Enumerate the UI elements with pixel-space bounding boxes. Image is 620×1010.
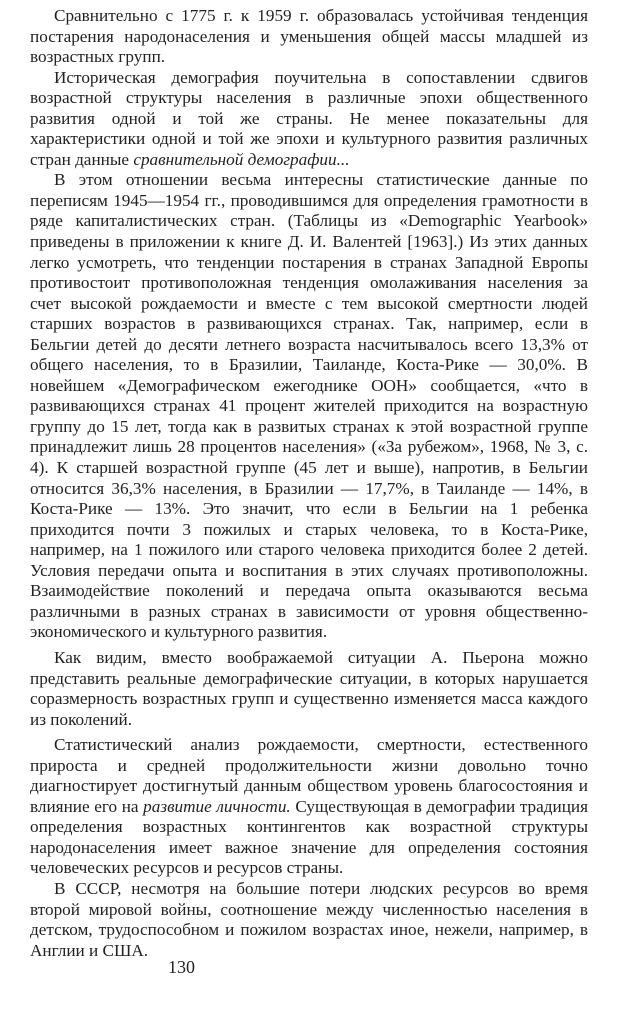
page-number: 130 [168,957,195,977]
paragraph-2-text: Историческая демография поучительна в сопоставлении сдвигов возрастной структуры населения в различные эпохи общественного развития одной и той же страны. Не менее показательны для характеристики одной и той же эпохи и культурного развития различных стран данные [30,67,588,169]
paragraph-6-text: В СССР, несмотря на большие потери людских ресурсов во время второй мировой войны, соотношение между численностью населения в детском, трудоспособном и пожилом возрастах иное, нежели, например, в Англии и США. [30,878,588,960]
paragraph-4-text: Как видим, вместо воображаемой ситуации А. Пьерона можно представить реальные демографические ситуации, в которых нарушается соразмерность возрастных групп и существенно изменяется масса каждого из поколений. [30,647,588,729]
paragraph-5-emphasis: развитие личности. [143,796,291,816]
paragraph-5 [30,735,588,879]
paragraph-5-text-b: Существующая в демографии традиция определения возрастных контингентов как возрастной структуры народонаселения имеет важное значение для определения состояния человеческих ресурсов и ресурсов страны. [30,796,589,878]
paragraph-1 [30,6,588,68]
paragraph-2 [30,68,588,171]
paragraph-3-text: В этом отношении весьма интересны статистические данные по переписям 1945—1954 гг., проводившимся для определения грамотности в ряде капиталистических стран. (Таблицы из «Demographic Yearbook» приведены в приложении к книге Д. И. Валентей [1963].) Из этих данных легко усмотреть, что тенденции постарения в странах Западной Европы противостоит противоположная тенденция омолаживания населения за счет высокой рождаемости и вместе с тем высокой смертности людей старших возрастов в развивающихся странах. Так, например, если в Бельгии детей до десяти летнего возраста насчитывалось всего 13,3% от общего населения, то в Бразилии, Таиланде, Коста-Рике — 30,0%. В новейшем «Демографическом ежегоднике ООН» сообщается, «что в развивающихся странах 41 процент жителей приходится на возрастную группу до 15 лет, тогда как в развитых странах к этой возрастной группе принадлежит лишь 28 процентов населения» («За рубежом», 1968, № 3, с. 4). К старшей возрастной группе (45 лет и выше), напротив, в Бельгии относится 36,3% населения, в Бразилии — 17,7%, в Таиланде — 14%, в Коста-Рике — 13%. Это значит, что если в Бельгии на 1 ребенка приходится почти 3 пожилых и старых человека, то в Коста-Рике, например, на 1 пожилого или старого человека приходится более 2 детей. Условия передачи опыта и воспитания в этих случаях противоположны. Взаимодействие поколений и передача опыта оказываются весьма различными в разных странах в зависимости от уровня общественно-экономического и культурного развития. [30,170,588,642]
page-body [30,6,588,961]
paragraph-2-emphasis: сравнительной демографии... [133,149,350,169]
paragraph-3 [30,170,588,643]
paragraph-1-text: Сравнительно с 1775 г. к 1959 г. образовалась устойчивая тенденция постарения народонаселения и уменьшения общей массы младшей из возрастных групп. [30,6,588,67]
paragraph-6 [30,879,588,961]
paragraph-5-text-a: Статистический анализ рождаемости, смертности, естественного прироста и средней продолжительности жизни довольно точно диагностирует достигнутый данным обществом уровень благосостояния и влияние его на [30,735,588,816]
paragraph-4 [30,648,588,730]
